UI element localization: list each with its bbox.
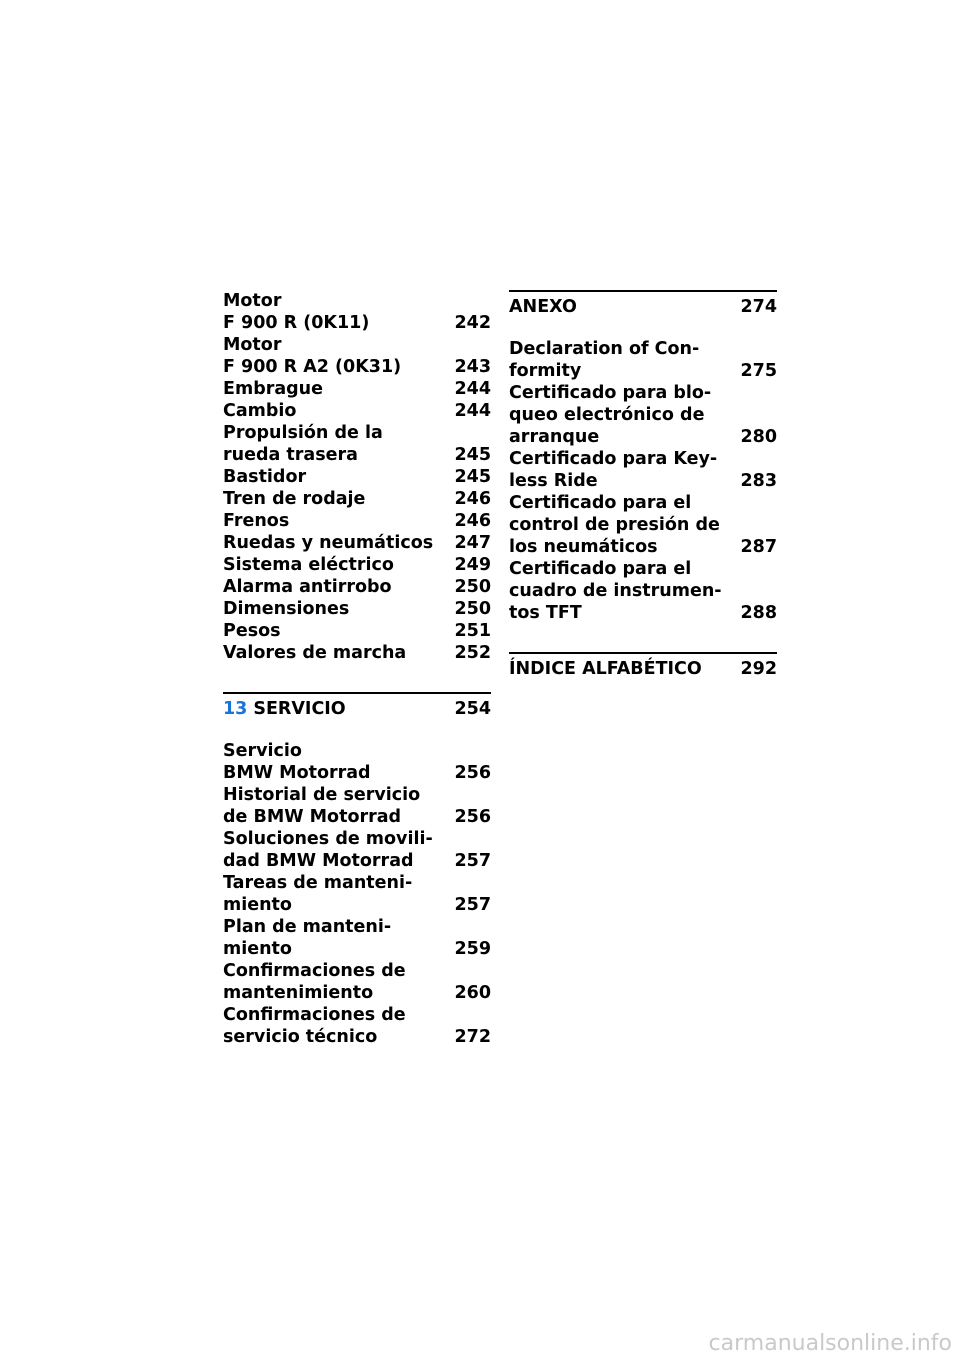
toc-entry[interactable]: [223, 466, 491, 488]
toc-entry[interactable]: [223, 872, 491, 916]
section-heading-indice[interactable]: [509, 654, 777, 680]
toc-entry-page: 252: [454, 643, 491, 663]
toc-entry-title: Servicio BMW Motorrad: [223, 741, 371, 783]
toc-entry-title: Bastidor: [223, 467, 307, 487]
toc-entry[interactable]: [223, 740, 491, 784]
section-heading-anexo[interactable]: [509, 292, 777, 318]
toc-entry-title: Declaration of Con- formity: [509, 339, 700, 381]
toc-entry-page: 246: [454, 511, 491, 531]
toc-entry-title: Motor F 900 R (0K11): [223, 291, 370, 333]
toc-entry-page: 244: [454, 379, 491, 399]
section-number: 13: [223, 699, 248, 719]
section-page: 292: [740, 659, 777, 679]
toc-entry-page: 243: [454, 357, 491, 377]
toc-entry[interactable]: [509, 382, 777, 448]
toc-entry-title: Confirmaciones de mantenimiento: [223, 961, 406, 1003]
toc-entry-title: Soluciones de movili- dad BMW Motorrad: [223, 829, 433, 871]
toc-entry-title: Embrague: [223, 379, 324, 399]
toc-technical-data-list: [223, 290, 491, 664]
toc-entry[interactable]: [223, 290, 491, 334]
toc-entry-page: 280: [740, 427, 777, 447]
toc-entry-page: 245: [454, 445, 491, 465]
toc-entry-title: Plan de manteni- miento: [223, 917, 392, 959]
section-page: 274: [740, 297, 777, 317]
toc-entry-title: Sistema eléctrico: [223, 555, 394, 575]
toc-entry-page: 259: [454, 939, 491, 959]
toc-entry-title: Propulsión de la rueda trasera: [223, 423, 383, 465]
toc-entry[interactable]: [223, 620, 491, 642]
toc-entry-page: 287: [740, 537, 777, 557]
toc-entry-page: 242: [454, 313, 491, 333]
toc-entry-page: 256: [454, 807, 491, 827]
toc-anexo-list: [509, 338, 777, 624]
toc-left-column: [223, 290, 491, 1048]
toc-right-column: [509, 290, 777, 700]
toc-entry-title: Valores de marcha: [223, 643, 407, 663]
toc-entry-title: Historial de servicio de BMW Motorrad: [223, 785, 421, 827]
toc-entry[interactable]: [223, 598, 491, 620]
toc-entry[interactable]: [223, 532, 491, 554]
toc-entry[interactable]: [509, 338, 777, 382]
toc-entry-title: Certificado para blo- queo electrónico de arranque: [509, 383, 712, 447]
toc-entry-title: Alarma antirrobo: [223, 577, 392, 597]
watermark: carmanualsonline.info: [708, 1331, 952, 1356]
toc-entry[interactable]: [509, 492, 777, 558]
toc-entry-title: Frenos: [223, 511, 290, 531]
toc-entry[interactable]: [223, 828, 491, 872]
toc-entry-page: 256: [454, 763, 491, 783]
toc-entry-title: Certificado para el control de presión de los neumáticos: [509, 493, 720, 557]
section-title: SERVICIO: [253, 699, 346, 719]
toc-entry-title: Cambio: [223, 401, 297, 421]
toc-entry-page: 275: [740, 361, 777, 381]
toc-entry-title: Motor F 900 R A2 (0K31): [223, 335, 402, 377]
toc-entry-page: 260: [454, 983, 491, 1003]
toc-entry-title: Certificado para el cuadro de instrumen- tos TFT: [509, 559, 722, 623]
toc-entry-page: 245: [454, 467, 491, 487]
toc-entry[interactable]: [223, 422, 491, 466]
toc-entry[interactable]: [223, 554, 491, 576]
toc-entry[interactable]: [223, 576, 491, 598]
toc-entry-title: Dimensiones: [223, 599, 350, 619]
toc-entry-page: 249: [454, 555, 491, 575]
toc-entry[interactable]: [223, 378, 491, 400]
toc-entry-page: 283: [740, 471, 777, 491]
toc-entry[interactable]: [223, 784, 491, 828]
toc-entry[interactable]: [223, 1004, 491, 1048]
toc-entry[interactable]: [509, 448, 777, 492]
toc-entry-page: 257: [454, 851, 491, 871]
toc-entry-page: 250: [454, 577, 491, 597]
section-title: ANEXO: [509, 297, 577, 317]
toc-entry[interactable]: [223, 510, 491, 532]
toc-entry-page: 247: [454, 533, 491, 553]
toc-entry-page: 257: [454, 895, 491, 915]
toc-entry-title: Tren de rodaje: [223, 489, 366, 509]
toc-entry[interactable]: [223, 916, 491, 960]
toc-entry-page: 288: [740, 603, 777, 623]
toc-entry-page: 246: [454, 489, 491, 509]
toc-entry-title: Tareas de manteni- miento: [223, 873, 413, 915]
toc-entry-title: Ruedas y neumáticos: [223, 533, 434, 553]
toc-entry-page: 244: [454, 401, 491, 421]
toc-entry[interactable]: [223, 400, 491, 422]
section-page: 254: [454, 699, 491, 719]
toc-entry-title: Confirmaciones de servicio técnico: [223, 1005, 406, 1047]
toc-entry-page: 251: [454, 621, 491, 641]
toc-entry[interactable]: [509, 558, 777, 624]
toc-entry[interactable]: [223, 960, 491, 1004]
section-title: ÍNDICE ALFABÉTICO: [509, 659, 702, 679]
toc-entry-page: 250: [454, 599, 491, 619]
toc-entry[interactable]: [223, 642, 491, 664]
toc-entry[interactable]: [223, 334, 491, 378]
toc-entry-page: 272: [454, 1027, 491, 1047]
toc-entry-title: Certificado para Key- less Ride: [509, 449, 718, 491]
toc-entry-title: Pesos: [223, 621, 281, 641]
toc-servicio-list: [223, 740, 491, 1048]
toc-entry[interactable]: [223, 488, 491, 510]
section-heading-servicio[interactable]: [223, 694, 491, 720]
